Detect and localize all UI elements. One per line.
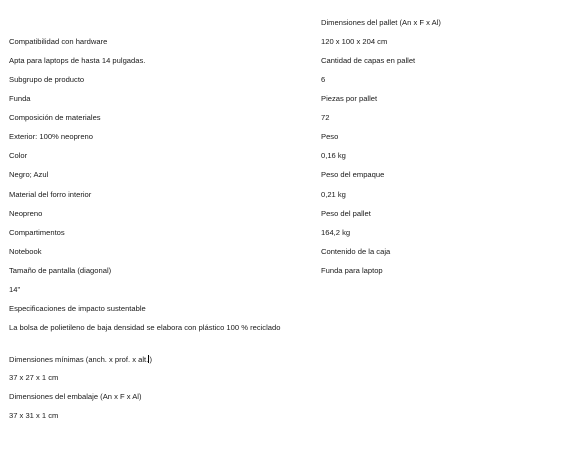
spec-value-pallet-dimensions: 120 x 100 x 204 cm xyxy=(321,37,388,46)
spec-label-hardware-compatibility: Compatibilidad con hardware xyxy=(9,37,108,46)
spec-label-materials: Composición de materiales xyxy=(9,113,101,122)
spec-value-pallet-weight: 164,2 kg xyxy=(321,228,351,237)
spec-label-screen-size: Tamaño de pantalla (diagonal) xyxy=(9,266,112,275)
spec-value-min-dimensions: 37 x 27 x 1 cm xyxy=(9,373,59,382)
spec-value-hardware-compatibility: Apta para laptops de hasta 14 pulgadas. xyxy=(9,56,146,65)
spec-label-min-dimensions[interactable] xyxy=(9,355,152,364)
spec-label-pieces-per-pallet: Piezas por pallet xyxy=(321,94,378,103)
spec-label-package-weight: Peso del empaque xyxy=(321,170,385,179)
spec-value-package-weight: 0,21 kg xyxy=(321,190,346,199)
spec-label-package-dimensions: Dimensiones del embalaje (An x F x Al) xyxy=(9,392,142,401)
spec-value-materials: Exterior: 100% neopreno xyxy=(9,132,94,141)
spec-label-weight: Peso xyxy=(321,132,339,141)
spec-label-pallet-layers: Cantidad de capas en pallet xyxy=(321,56,416,65)
spec-value-box-contents: Funda para laptop xyxy=(321,266,383,275)
spec-value-lining: Neopreno xyxy=(9,209,43,218)
spec-value-screen-size: 14" xyxy=(9,285,21,294)
spec-label-color: Color xyxy=(9,151,28,160)
spec-value-sustainability: La bolsa de polietileno de baja densidad se elabora con plástico 100 % reciclado xyxy=(9,323,281,332)
spec-label-product-subgroup: Subgrupo de producto xyxy=(9,75,85,84)
spec-label-lining: Material del forro interior xyxy=(9,190,92,199)
spec-value-pieces-per-pallet: 72 xyxy=(321,113,330,122)
spec-value-pallet-layers: 6 xyxy=(321,75,326,84)
spec-label-pallet-dimensions: Dimensiones del pallet (An x F x Al) xyxy=(321,18,441,27)
spec-label-pallet-weight: Peso del pallet xyxy=(321,209,371,218)
text-cursor xyxy=(148,355,149,363)
spec-value-color: Negro; Azul xyxy=(9,170,49,179)
spec-value-package-dimensions: 37 x 31 x 1 cm xyxy=(9,411,59,420)
spec-value-product-subgroup: Funda xyxy=(9,94,31,103)
spec-value-compartments: Notebook xyxy=(9,247,42,256)
spec-label-sustainability: Especificaciones de impacto sustentable xyxy=(9,304,146,313)
spec-label-compartments: Compartimentos xyxy=(9,228,65,237)
spec-label-box-contents: Contenido de la caja xyxy=(321,247,391,256)
spec-label-min-dimensions-text: Dimensiones mínimas (anch. x prof. x alt.) xyxy=(9,355,152,364)
spec-value-weight: 0,16 kg xyxy=(321,151,346,160)
